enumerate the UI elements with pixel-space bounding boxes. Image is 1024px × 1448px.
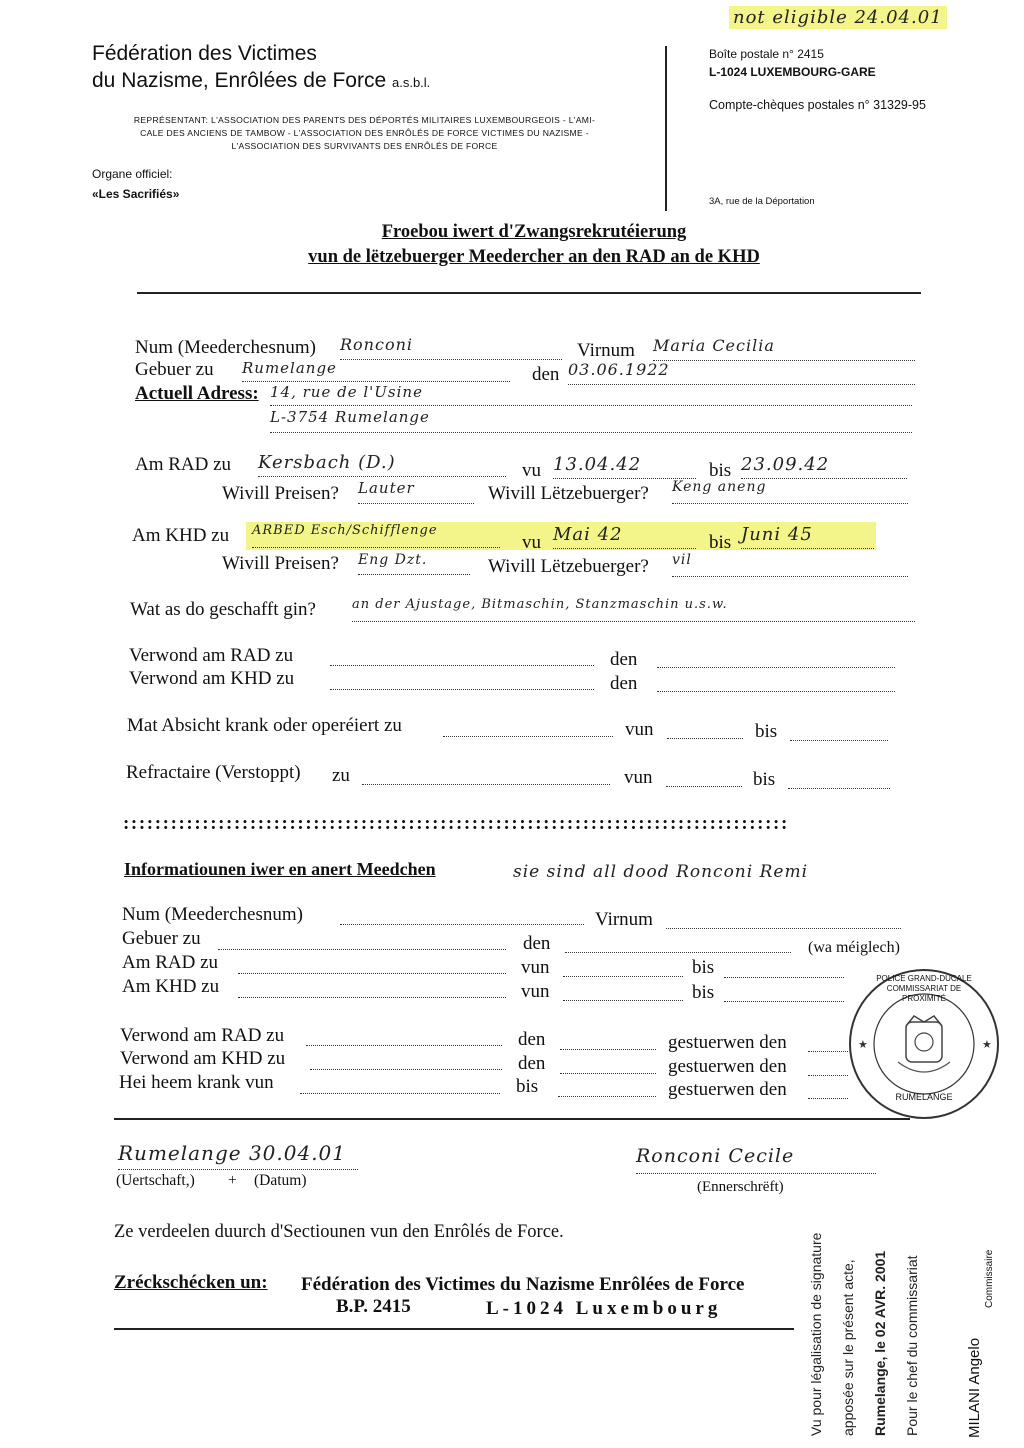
organ-name: «Les Sacrifiés» — [92, 187, 180, 201]
rad-preisen-label: Wivill Preisen? — [222, 483, 339, 504]
legal-name: MILANI Angelo — [966, 1337, 983, 1438]
title-line2: vun de lëtzebuerger Meedercher an den RAD an de KHD — [308, 247, 760, 267]
other-wound-rad-date-field[interactable] — [560, 1031, 656, 1050]
svg-text:★: ★ — [982, 1038, 992, 1051]
form-title — [0, 220, 1024, 270]
other-wound-rad-gest-label: gestuerwen den — [668, 1032, 787, 1053]
other-wound-rad-gest-field[interactable] — [808, 1033, 848, 1052]
place-label: (Uertschaft,) — [116, 1172, 195, 1189]
other-wa-label: (wa méiglech) — [808, 939, 900, 956]
rad-letz-label: Wivill Lëtzebuerger? — [488, 483, 649, 504]
other-khd-to-field[interactable] — [724, 983, 844, 1002]
khd-preisen-field[interactable]: Eng Dzt. — [358, 552, 470, 575]
den-field[interactable]: 03.06.1922 — [568, 360, 915, 385]
other-wound-khd-label: Verwond am KHD zu — [120, 1048, 286, 1069]
refractaire-field[interactable] — [362, 766, 610, 785]
other-num-label: Num (Meederchesnum) — [122, 904, 303, 925]
street-address: 3A, rue de la Déportation — [709, 196, 815, 207]
khd-bis-label: bis — [709, 532, 732, 553]
other-rad-label: Am RAD zu — [122, 952, 219, 973]
refractaire-to-field[interactable] — [788, 770, 890, 789]
police-stamp — [846, 966, 1002, 1122]
sick-bis-label: bis — [755, 721, 778, 742]
colon-separator: :::::::::::::::::::::::::::::::::::::::::::::::::::::::::::::::::::::::::::::::::::: — [123, 813, 789, 834]
return-city: L-1024 Luxembourg — [486, 1298, 722, 1319]
other-heem-to-field[interactable] — [558, 1078, 656, 1097]
sick-field[interactable] — [443, 718, 613, 737]
organ-label: Organe officiel: — [92, 167, 173, 181]
other-den-field[interactable] — [565, 934, 791, 953]
num-label: Num (Meederchesnum) — [135, 337, 316, 358]
gebuer-label: Gebuer zu — [135, 359, 214, 380]
work-label: Wat as do geschafft gin? — [130, 599, 316, 620]
org-name-line2: du Nazisme, Enrôlées de Force — [92, 69, 387, 92]
other-gebuer-field[interactable] — [218, 931, 506, 950]
rad-to-field[interactable]: 23.09.42 — [741, 454, 907, 479]
org-suffix: a.s.b.l. — [391, 75, 431, 90]
other-heem-gest-label: gestuerwen den — [668, 1079, 787, 1100]
section-rule — [114, 1118, 910, 1120]
place-date-field[interactable]: Rumelange 30.04.01 — [118, 1141, 358, 1170]
po-box: Boîte postale n° 2415 — [709, 47, 824, 61]
other-heem-bis-label: bis — [516, 1076, 539, 1097]
legal-line3: Rumelange, le 02 AVR. 2001 — [872, 1250, 888, 1436]
other-wound-rad-field[interactable] — [306, 1027, 502, 1046]
num-field[interactable]: Ronconi — [340, 335, 562, 360]
khd-from-field[interactable]: Mai 42 — [553, 524, 696, 549]
other-khd-field[interactable] — [238, 979, 506, 998]
sick-vun-label: vun — [625, 719, 654, 740]
other-wound-khd-field[interactable] — [310, 1051, 502, 1070]
khd-label: Am KHD zu — [132, 525, 230, 546]
other-rad-to-field[interactable] — [724, 959, 844, 978]
other-note: sie sind all dood Ronconi Remi — [513, 862, 809, 882]
other-wound-rad-den-label: den — [518, 1029, 546, 1050]
refractaire-from-field[interactable] — [666, 768, 742, 787]
other-rad-from-field[interactable] — [563, 958, 683, 977]
represent-line3: L'ASSOCIATION DES SURVIVANTS DES ENRÔLÉS DE FORCE — [231, 141, 498, 151]
legal-line2: apposée sur le présent acte, — [840, 1259, 856, 1436]
rad-label: Am RAD zu — [135, 454, 232, 475]
den-label: den — [532, 364, 560, 385]
distribute-text: Ze verdeelen duurch d'Sectiounen vun den Enrôlés de Force. — [114, 1222, 564, 1242]
eligibility-note: not eligible 24.04.01 — [729, 6, 947, 29]
legal-line1: Vu pour légalisation de signature — [808, 1232, 824, 1436]
rad-vu-label: vu — [522, 460, 541, 481]
legal-line4: Pour le chef du commissariat — [904, 1255, 920, 1436]
adress-line1-field[interactable]: 14, rue de l'Usine — [270, 383, 912, 406]
return-box: B.P. 2415 — [336, 1296, 411, 1317]
svg-text:★: ★ — [858, 1038, 868, 1051]
legalisation-text — [800, 1106, 928, 1436]
other-heading: Informatiounen iwer en anert Meedchen — [124, 859, 436, 879]
rad-from-field[interactable]: 13.04.42 — [553, 454, 696, 479]
other-khd-from-field[interactable] — [563, 982, 683, 1001]
other-virnum-field[interactable] — [666, 910, 901, 929]
sick-to-field[interactable] — [790, 722, 888, 741]
sick-label: Mat Absicht krank oder operéiert zu — [127, 715, 402, 736]
return-org: Fédération des Victimes du Nazisme Enrôlées de Force — [301, 1274, 745, 1295]
represent-line1: REPRÉSENTANT: L'ASSOCIATION DES PARENTS DES DÉPORTÉS MILITAIRES LUXEMBOURGEOIS - L'AMI- — [133, 115, 596, 125]
rad-place-field[interactable]: Kersbach (D.) — [258, 452, 506, 477]
other-wound-khd-date-field[interactable] — [560, 1055, 656, 1074]
footer-rule — [114, 1328, 794, 1330]
signature-field[interactable]: Ronconi Cecile — [636, 1145, 876, 1174]
rad-preisen-field[interactable]: Lauter — [358, 479, 474, 504]
title-line1: Froebou iwert d'Zwangsrekrutéierung — [381, 222, 687, 242]
other-rad-field[interactable] — [238, 955, 506, 974]
stamp-ring-text: POLICE GRAND-DUCALE COMMISSARIAT DE PROXIMITÉ — [876, 974, 972, 1003]
other-khd-bis-label: bis — [692, 982, 715, 1003]
represent-block — [92, 114, 637, 153]
other-rad-vun-label: vun — [521, 957, 550, 978]
khd-place-field[interactable]: ARBED Esch/Schifflenge — [252, 523, 500, 548]
other-wound-rad-label: Verwond am RAD zu — [120, 1025, 285, 1046]
signature-label: (Ennerschrëft) — [697, 1179, 784, 1195]
refractaire-label: Refractaire (Verstoppt) — [126, 762, 301, 783]
wound-rad-label: Verwond am RAD zu — [129, 645, 294, 666]
represent-line2: CALE DES ANCIENS DE TAMBOW - L'ASSOCIATION DES ENRÔLÉS DE FORCE VICTIMES DU NAZISME - — [140, 128, 589, 138]
other-heem-field[interactable] — [300, 1075, 500, 1094]
virnum-label: Virnum — [577, 340, 635, 361]
other-den-label: den — [523, 933, 551, 954]
khd-preisen-label: Wivill Preisen? — [222, 553, 339, 574]
khd-vu-label: vu — [522, 532, 541, 553]
wound-khd-label: Verwond am KHD zu — [129, 668, 295, 689]
gebuer-field[interactable]: Rumelange — [242, 359, 510, 382]
plus-sign: + — [228, 1172, 237, 1189]
wound-rad-den-label: den — [610, 649, 638, 670]
wound-rad-field[interactable] — [330, 647, 594, 666]
other-khd-label: Am KHD zu — [122, 976, 220, 997]
refractaire-bis-label: bis — [753, 769, 776, 790]
other-num-field[interactable] — [340, 906, 584, 925]
other-rad-bis-label: bis — [692, 957, 715, 978]
stamp-bottom-text: RUMELANGE — [895, 1092, 953, 1102]
date-label: (Datum) — [254, 1172, 307, 1189]
adress-line2-field[interactable]: L-3754 Rumelange — [270, 408, 912, 433]
wound-khd-den-label: den — [610, 673, 638, 694]
other-heem-gest-field[interactable] — [808, 1080, 848, 1099]
title-rule — [137, 292, 921, 294]
other-heem-label: Hei heem krank vun — [119, 1072, 274, 1093]
wound-rad-date-field[interactable] — [657, 649, 895, 668]
wound-khd-date-field[interactable] — [657, 673, 895, 692]
po-city: L-1024 LUXEMBOURG-GARE — [709, 65, 876, 79]
refractaire-vun-label: vun — [624, 767, 653, 788]
other-wound-khd-gest-field[interactable] — [808, 1057, 848, 1076]
refractaire-zu-label: zu — [332, 765, 350, 786]
other-wound-khd-gest-label: gestuerwen den — [668, 1056, 787, 1077]
other-gebuer-label: Gebuer zu — [122, 928, 201, 949]
khd-letz-label: Wivill Lëtzebuerger? — [488, 556, 649, 577]
virnum-field[interactable]: Maria Cecilia — [653, 336, 915, 361]
adress-label: Actuell Adress: — [135, 383, 259, 404]
legal-title: Commissaire — [984, 1249, 995, 1308]
rad-bis-label: bis — [709, 460, 732, 481]
khd-letz-field[interactable]: vil — [672, 552, 908, 577]
postal-account: Compte-chèques postales n° 31329-95 — [709, 98, 926, 112]
other-virnum-label: Virnum — [595, 909, 653, 930]
header-divider — [665, 46, 667, 211]
work-field[interactable]: an der Ajustage, Bitmaschin, Stanzmaschin u.s.w. — [352, 597, 915, 622]
wound-khd-field[interactable] — [330, 671, 594, 690]
other-khd-vun-label: vun — [521, 981, 550, 1002]
rad-letz-field[interactable]: Keng aneng — [672, 479, 908, 504]
org-name — [92, 40, 430, 96]
khd-to-field[interactable]: Juni 45 — [741, 524, 874, 549]
return-label: Zréckschécken un: — [114, 1272, 268, 1293]
sick-from-field[interactable] — [667, 720, 743, 739]
other-wound-khd-den-label: den — [518, 1053, 546, 1074]
org-name-line1: Fédération des Victimes — [92, 42, 317, 65]
